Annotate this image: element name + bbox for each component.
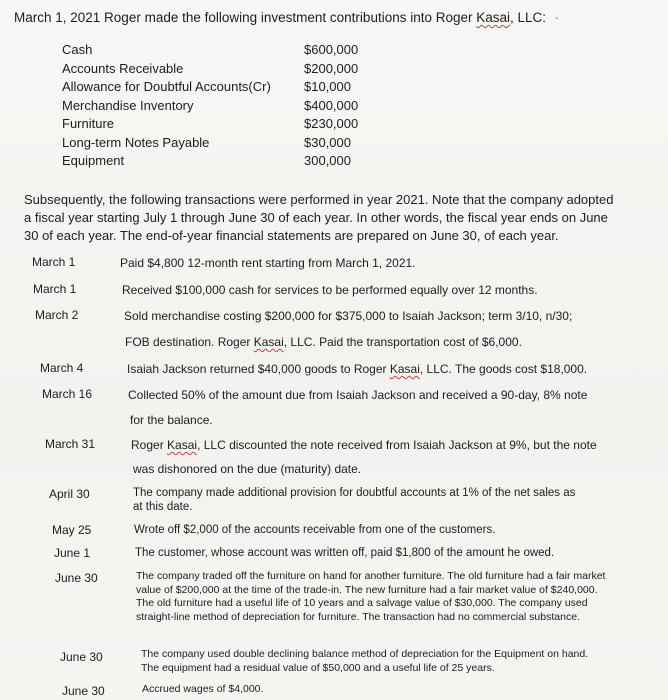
- transaction-date: March 1: [33, 282, 77, 296]
- transaction-date: March 16: [42, 387, 93, 401]
- transaction-text-continued: FOB destination. Roger Kasai, LLC. Paid the transportation cost of $6,000.: [125, 335, 522, 349]
- cursor-mark: -: [555, 12, 559, 24]
- contribution-row: [62, 115, 362, 134]
- transaction-text-continued: was dishonored on the due (maturity) date.: [133, 462, 362, 476]
- contribution-row: [62, 134, 362, 153]
- transaction-text: The company made additional provision for doubtful accounts at 1% of the net sales as: [133, 487, 576, 499]
- fiscal-year-paragraph: Subsequently, the following transactions were performed in year 2021. Note that the company adopted a fiscal year starting July 1 through June 30 of each year. In other words, the fiscal year ends on June 30 of each year. The end-of-year financial statements are prepared on June 30, of each year.: [24, 192, 614, 243]
- transaction-text-continued: at this date.: [133, 501, 193, 513]
- transaction-text: The customer, whose account was written off, paid $1,800 of the amount he owed.: [135, 547, 555, 559]
- transaction-date: June 30: [60, 650, 103, 664]
- transaction-text: Accrued wages of $4,000.: [142, 683, 264, 695]
- transaction-date: April 30: [49, 487, 90, 501]
- contribution-amount: $400,000: [304, 97, 359, 113]
- intro-heading: March 1, 2021 Roger made the following investment contributions into Roger Kasai, LLC:: [14, 10, 547, 25]
- contribution-row: [62, 78, 362, 97]
- transaction-date: March 4: [40, 361, 84, 375]
- contribution-row: [62, 152, 362, 171]
- transaction-date: June 1: [54, 546, 91, 560]
- transaction-text: Received $100,000 cash for services to be performed equally over 12 months.: [122, 283, 538, 297]
- contribution-account: Cash: [62, 42, 93, 57]
- contribution-amount: $10,000: [304, 79, 351, 94]
- contribution-row: [62, 97, 362, 116]
- transaction-date: March 2: [35, 308, 79, 322]
- transaction-text-continued: for the balance.: [130, 413, 213, 427]
- contribution-amount: $600,000: [304, 42, 359, 57]
- transaction-date: June 30: [62, 684, 105, 698]
- contribution-account: Accounts Receivable: [62, 60, 184, 76]
- contribution-amount: $30,000: [304, 134, 351, 150]
- contributions-list: [62, 41, 362, 171]
- transaction-date: March 1: [32, 255, 76, 269]
- transaction-text: Sold merchandise costing $200,000 for $375,000 to Isaiah Jackson; term 3/10, n/30;: [124, 309, 573, 323]
- contribution-account: Equipment: [62, 153, 125, 168]
- transaction-date: May 25: [52, 523, 92, 537]
- transaction-text: Wrote off $2,000 of the accounts receivable from one of the customers.: [134, 524, 496, 536]
- contribution-amount: 300,000: [304, 153, 351, 168]
- contribution-row: [62, 60, 362, 79]
- contribution-account: Allowance for Doubtful Accounts(Cr): [62, 79, 271, 94]
- transaction-text: Collected 50% of the amount due from Isaiah Jackson and received a 90-day, 8% note: [128, 388, 588, 402]
- transaction-date: March 31: [45, 437, 96, 451]
- contribution-account: Merchandise Inventory: [62, 97, 194, 113]
- contribution-account: Furniture: [62, 116, 115, 131]
- transaction-text: Isaiah Jackson returned $40,000 goods to Roger Kasai, LLC. The goods cost $18,000.: [127, 362, 588, 376]
- transaction-text: The company used double declining balance method of depreciation for the Equipment on hand. The equipment had a residual value of $50,000 and a useful life of 25 years.: [141, 648, 589, 674]
- transaction-text: Roger Kasai, LLC discounted the note received from Isaiah Jackson at 9%, but the note: [131, 438, 597, 452]
- contribution-amount: $230,000: [304, 116, 359, 131]
- contribution-amount: $200,000: [304, 60, 359, 76]
- transaction-text: The company traded off the furniture on hand for another furniture. The old furniture had a fair market value of $200,000 at the time of the trade-in. The new furniture had a fair market value of $240,000. The old furniture had a useful life of 10 years and a salvage value of $30,000. The company used straight-line method of depreciation for furniture. The transaction had no commercial substance.: [136, 570, 606, 623]
- transaction-date: June 30: [55, 571, 98, 585]
- transaction-text: Paid $4,800 12-month rent starting from March 1, 2021.: [120, 256, 416, 270]
- contribution-row: [62, 41, 362, 60]
- contribution-account: Long-term Notes Payable: [62, 134, 210, 150]
